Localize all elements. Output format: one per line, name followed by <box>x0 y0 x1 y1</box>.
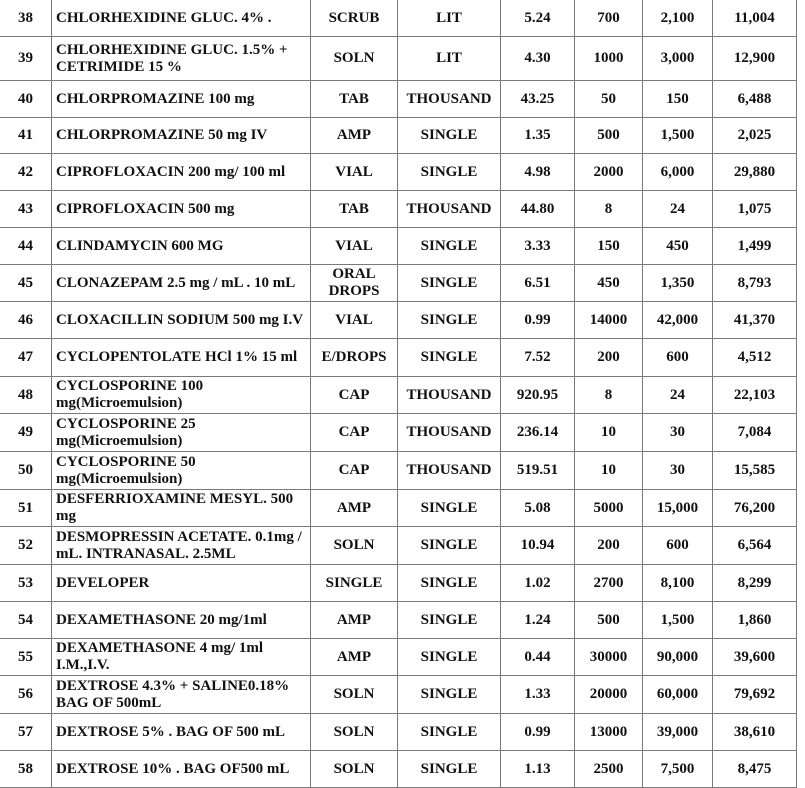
pack-unit-cell: SINGLE <box>398 676 501 714</box>
three-year-quantity-cell: 8,100 <box>643 565 713 602</box>
dosage-form-cell: SOLN <box>311 751 398 788</box>
pack-unit-cell: THOUSAND <box>398 191 501 228</box>
unit-price-cell: 6.51 <box>501 265 575 302</box>
annual-quantity-cell: 30000 <box>575 639 643 676</box>
table-row <box>0 527 797 565</box>
total-cost-cell: 6,488 <box>713 81 797 118</box>
table-row <box>0 565 797 602</box>
dosage-form-cell: SOLN <box>311 37 398 81</box>
item-number-cell: 48 <box>0 377 52 414</box>
annual-quantity-cell: 500 <box>575 118 643 154</box>
unit-price-cell: 7.52 <box>501 339 575 377</box>
total-cost-cell: 29,880 <box>713 154 797 191</box>
table-row <box>0 339 797 377</box>
dosage-form-cell: SOLN <box>311 527 398 565</box>
table-row <box>0 676 797 714</box>
total-cost-cell: 11,004 <box>713 0 797 37</box>
annual-quantity-cell: 8 <box>575 191 643 228</box>
unit-price-cell: 43.25 <box>501 81 575 118</box>
unit-price-cell: 5.24 <box>501 0 575 37</box>
three-year-quantity-cell: 3,000 <box>643 37 713 81</box>
item-number-cell: 50 <box>0 452 52 490</box>
table-row <box>0 714 797 751</box>
three-year-quantity-cell: 24 <box>643 191 713 228</box>
dosage-form-cell: TAB <box>311 191 398 228</box>
item-number-cell: 44 <box>0 228 52 265</box>
dosage-form-cell: TAB <box>311 81 398 118</box>
annual-quantity-cell: 8 <box>575 377 643 414</box>
three-year-quantity-cell: 600 <box>643 527 713 565</box>
total-cost-cell: 22,103 <box>713 377 797 414</box>
dosage-form-cell: SOLN <box>311 714 398 751</box>
unit-price-cell: 1.02 <box>501 565 575 602</box>
table-row <box>0 191 797 228</box>
unit-price-cell: 236.14 <box>501 414 575 452</box>
annual-quantity-cell: 450 <box>575 265 643 302</box>
pack-unit-cell: SINGLE <box>398 339 501 377</box>
pack-unit-cell: SINGLE <box>398 154 501 191</box>
item-number-cell: 42 <box>0 154 52 191</box>
table-row <box>0 639 797 676</box>
unit-price-cell: 519.51 <box>501 452 575 490</box>
three-year-quantity-cell: 24 <box>643 377 713 414</box>
drug-name-cell: CLONAZEPAM 2.5 mg / mL . 10 mL <box>52 265 311 302</box>
drug-name-cell: CIPROFLOXACIN 500 mg <box>52 191 311 228</box>
unit-price-cell: 1.24 <box>501 602 575 639</box>
table-row <box>0 377 797 414</box>
pack-unit-cell: SINGLE <box>398 751 501 788</box>
drug-name-cell: DEXTROSE 5% . BAG OF 500 mL <box>52 714 311 751</box>
pack-unit-cell: SINGLE <box>398 228 501 265</box>
unit-price-cell: 5.08 <box>501 490 575 527</box>
unit-price-cell: 3.33 <box>501 228 575 265</box>
total-cost-cell: 76,200 <box>713 490 797 527</box>
dosage-form-cell: SINGLE <box>311 565 398 602</box>
total-cost-cell: 6,564 <box>713 527 797 565</box>
drug-name-cell: DEXTROSE 4.3% + SALINE0.18% BAG OF 500mL <box>52 676 311 714</box>
item-number-cell: 49 <box>0 414 52 452</box>
drug-name-cell: CHLORHEXIDINE GLUC. 1.5% + CETRIMIDE 15 % <box>52 37 311 81</box>
item-number-cell: 56 <box>0 676 52 714</box>
drug-name-cell: CYCLOSPORINE 25 mg(Microemulsion) <box>52 414 311 452</box>
dosage-form-cell: CAP <box>311 452 398 490</box>
annual-quantity-cell: 1000 <box>575 37 643 81</box>
three-year-quantity-cell: 15,000 <box>643 490 713 527</box>
table-row <box>0 154 797 191</box>
unit-price-cell: 0.44 <box>501 639 575 676</box>
total-cost-cell: 41,370 <box>713 302 797 339</box>
annual-quantity-cell: 200 <box>575 339 643 377</box>
table-row <box>0 490 797 527</box>
pack-unit-cell: THOUSAND <box>398 452 501 490</box>
total-cost-cell: 8,793 <box>713 265 797 302</box>
drug-name-cell: CLINDAMYCIN 600 MG <box>52 228 311 265</box>
total-cost-cell: 1,860 <box>713 602 797 639</box>
total-cost-cell: 2,025 <box>713 118 797 154</box>
pack-unit-cell: SINGLE <box>398 565 501 602</box>
annual-quantity-cell: 700 <box>575 0 643 37</box>
three-year-quantity-cell: 600 <box>643 339 713 377</box>
dosage-form-cell: VIAL <box>311 228 398 265</box>
total-cost-cell: 1,075 <box>713 191 797 228</box>
three-year-quantity-cell: 42,000 <box>643 302 713 339</box>
dosage-form-cell: AMP <box>311 639 398 676</box>
item-number-cell: 57 <box>0 714 52 751</box>
drug-name-cell: DEXAMETHASONE 4 mg/ 1ml I.M.,I.V. <box>52 639 311 676</box>
unit-price-cell: 0.99 <box>501 714 575 751</box>
dosage-form-cell: CAP <box>311 377 398 414</box>
annual-quantity-cell: 200 <box>575 527 643 565</box>
dosage-form-cell: VIAL <box>311 154 398 191</box>
three-year-quantity-cell: 30 <box>643 452 713 490</box>
drug-name-cell: DEXAMETHASONE 20 mg/1ml <box>52 602 311 639</box>
annual-quantity-cell: 10 <box>575 452 643 490</box>
total-cost-cell: 15,585 <box>713 452 797 490</box>
table-row <box>0 81 797 118</box>
total-cost-cell: 79,692 <box>713 676 797 714</box>
three-year-quantity-cell: 1,350 <box>643 265 713 302</box>
three-year-quantity-cell: 6,000 <box>643 154 713 191</box>
three-year-quantity-cell: 90,000 <box>643 639 713 676</box>
drug-name-cell: CIPROFLOXACIN 200 mg/ 100 ml <box>52 154 311 191</box>
table-row <box>0 302 797 339</box>
pack-unit-cell: THOUSAND <box>398 414 501 452</box>
three-year-quantity-cell: 39,000 <box>643 714 713 751</box>
total-cost-cell: 12,900 <box>713 37 797 81</box>
annual-quantity-cell: 2000 <box>575 154 643 191</box>
item-number-cell: 43 <box>0 191 52 228</box>
three-year-quantity-cell: 150 <box>643 81 713 118</box>
total-cost-cell: 8,475 <box>713 751 797 788</box>
pack-unit-cell: SINGLE <box>398 490 501 527</box>
three-year-quantity-cell: 2,100 <box>643 0 713 37</box>
pack-unit-cell: SINGLE <box>398 527 501 565</box>
drug-name-cell: CYCLOPENTOLATE HCl 1% 15 ml <box>52 339 311 377</box>
pack-unit-cell: LIT <box>398 37 501 81</box>
drug-name-cell: CHLORPROMAZINE 50 mg IV <box>52 118 311 154</box>
annual-quantity-cell: 5000 <box>575 490 643 527</box>
three-year-quantity-cell: 60,000 <box>643 676 713 714</box>
item-number-cell: 38 <box>0 0 52 37</box>
three-year-quantity-cell: 1,500 <box>643 602 713 639</box>
drug-name-cell: CHLORHEXIDINE GLUC. 4% . <box>52 0 311 37</box>
item-number-cell: 53 <box>0 565 52 602</box>
pack-unit-cell: SINGLE <box>398 714 501 751</box>
pack-unit-cell: THOUSAND <box>398 81 501 118</box>
annual-quantity-cell: 500 <box>575 602 643 639</box>
unit-price-cell: 1.13 <box>501 751 575 788</box>
total-cost-cell: 38,610 <box>713 714 797 751</box>
item-number-cell: 40 <box>0 81 52 118</box>
unit-price-cell: 1.33 <box>501 676 575 714</box>
annual-quantity-cell: 2500 <box>575 751 643 788</box>
unit-price-cell: 44.80 <box>501 191 575 228</box>
three-year-quantity-cell: 1,500 <box>643 118 713 154</box>
drug-name-cell: CHLORPROMAZINE 100 mg <box>52 81 311 118</box>
dosage-form-cell: AMP <box>311 490 398 527</box>
item-number-cell: 41 <box>0 118 52 154</box>
table-row <box>0 602 797 639</box>
dosage-form-cell: AMP <box>311 118 398 154</box>
unit-price-cell: 920.95 <box>501 377 575 414</box>
table-row <box>0 228 797 265</box>
item-number-cell: 52 <box>0 527 52 565</box>
table-row <box>0 265 797 302</box>
table-row <box>0 0 797 37</box>
dosage-form-cell: AMP <box>311 602 398 639</box>
total-cost-cell: 7,084 <box>713 414 797 452</box>
table-row <box>0 452 797 490</box>
three-year-quantity-cell: 450 <box>643 228 713 265</box>
drug-name-cell: DEXTROSE 10% . BAG OF500 mL <box>52 751 311 788</box>
pack-unit-cell: THOUSAND <box>398 377 501 414</box>
drug-name-cell: DESFERRIOXAMINE MESYL. 500 mg <box>52 490 311 527</box>
item-number-cell: 39 <box>0 37 52 81</box>
unit-price-cell: 4.98 <box>501 154 575 191</box>
drug-name-cell: DESMOPRESSIN ACETATE. 0.1mg / mL. INTRANASAL. 2.5ML <box>52 527 311 565</box>
pack-unit-cell: SINGLE <box>398 639 501 676</box>
pack-unit-cell: SINGLE <box>398 602 501 639</box>
item-number-cell: 46 <box>0 302 52 339</box>
total-cost-cell: 8,299 <box>713 565 797 602</box>
annual-quantity-cell: 14000 <box>575 302 643 339</box>
drug-name-cell: CYCLOSPORINE 100 mg(Microemulsion) <box>52 377 311 414</box>
unit-price-cell: 4.30 <box>501 37 575 81</box>
total-cost-cell: 4,512 <box>713 339 797 377</box>
unit-price-cell: 0.99 <box>501 302 575 339</box>
annual-quantity-cell: 2700 <box>575 565 643 602</box>
item-number-cell: 51 <box>0 490 52 527</box>
drug-name-cell: DEVELOPER <box>52 565 311 602</box>
annual-quantity-cell: 10 <box>575 414 643 452</box>
drug-name-cell: CYCLOSPORINE 50 mg(Microemulsion) <box>52 452 311 490</box>
pack-unit-cell: SINGLE <box>398 302 501 339</box>
item-number-cell: 54 <box>0 602 52 639</box>
dosage-form-cell: SOLN <box>311 676 398 714</box>
total-cost-cell: 39,600 <box>713 639 797 676</box>
three-year-quantity-cell: 30 <box>643 414 713 452</box>
annual-quantity-cell: 13000 <box>575 714 643 751</box>
annual-quantity-cell: 150 <box>575 228 643 265</box>
item-number-cell: 55 <box>0 639 52 676</box>
dosage-form-cell: CAP <box>311 414 398 452</box>
unit-price-cell: 10.94 <box>501 527 575 565</box>
item-number-cell: 58 <box>0 751 52 788</box>
item-number-cell: 45 <box>0 265 52 302</box>
item-number-cell: 47 <box>0 339 52 377</box>
dosage-form-cell: E/DROPS <box>311 339 398 377</box>
table-row <box>0 118 797 154</box>
dosage-form-cell: VIAL <box>311 302 398 339</box>
pack-unit-cell: SINGLE <box>398 265 501 302</box>
table-row <box>0 751 797 788</box>
annual-quantity-cell: 50 <box>575 81 643 118</box>
table-row <box>0 414 797 452</box>
three-year-quantity-cell: 7,500 <box>643 751 713 788</box>
annual-quantity-cell: 20000 <box>575 676 643 714</box>
drug-name-cell: CLOXACILLIN SODIUM 500 mg I.V <box>52 302 311 339</box>
table-row <box>0 37 797 81</box>
total-cost-cell: 1,499 <box>713 228 797 265</box>
dosage-form-cell: ORAL DROPS <box>311 265 398 302</box>
pack-unit-cell: SINGLE <box>398 118 501 154</box>
dosage-form-cell: SCRUB <box>311 0 398 37</box>
pack-unit-cell: LIT <box>398 0 501 37</box>
unit-price-cell: 1.35 <box>501 118 575 154</box>
